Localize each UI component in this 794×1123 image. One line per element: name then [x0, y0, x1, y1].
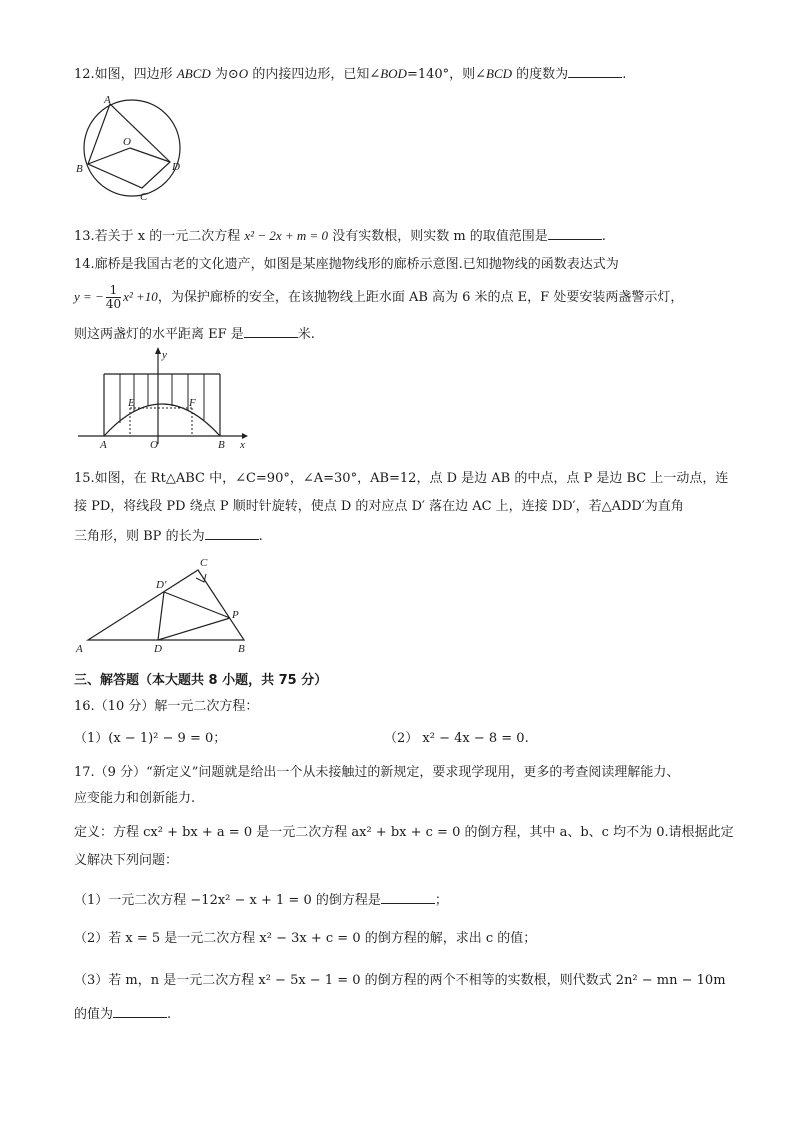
- q15-period: .: [258, 529, 263, 544]
- label-d: D: [154, 643, 162, 655]
- q14-y-post: x² +10: [123, 289, 158, 304]
- y-axis-arrow: [155, 347, 161, 354]
- q17-part1-pre: （1）一元二次方程 −12x² − x + 1 = 0 的倒方程是: [74, 893, 381, 908]
- q17-part3-answer-blank[interactable]: [113, 1004, 167, 1018]
- q14-line3: [74, 324, 315, 344]
- q13-equation: x² − 2x + m = 0: [244, 228, 329, 243]
- q14-line2: [74, 280, 683, 315]
- q12-circle-figure: [72, 92, 192, 204]
- q17-line1: 17.（9 分）“新定义”问题就是给出一个从未接触过的新规定，要求现学现用，更多的考查阅读理解能力、: [74, 765, 680, 780]
- label-f: F: [189, 397, 196, 409]
- label-c: C: [140, 191, 148, 203]
- q17-part3-pre: 的值为: [74, 1007, 114, 1022]
- label-o: O: [150, 439, 158, 450]
- label-b: B: [238, 643, 245, 655]
- section-3-title: 三、解答题（本大题共 8 小题，共 75 分）: [74, 673, 328, 688]
- q12-bcd: BCD: [486, 66, 513, 81]
- q14-line3-end: 米.: [297, 327, 315, 342]
- q12-period: .: [622, 67, 627, 82]
- q12-line: [74, 64, 626, 84]
- segment-dp: [158, 618, 230, 640]
- q15-triangle-figure: [72, 556, 262, 656]
- q15-line2: 接 PD，将线段 PD 绕点 P 顺时针旋转，使点 D 的对应点 D′ 落在边 AC 上，连接 DD′，若△ADD′为直角: [74, 499, 684, 514]
- q17-part1-end: ；: [434, 893, 448, 908]
- q16-part1: （1）(x − 1)² − 9 = 0；: [74, 731, 227, 746]
- segment-ob: [88, 148, 130, 164]
- q16-title: 16.（10 分）解一元二次方程：: [74, 699, 259, 714]
- q17-def1: 定义：方程 cx² + bx + a = 0 是一元二次方程 ax² + bx + c = 0 的倒方程，其中 a、b、c 均不为 0.请根据此定: [74, 825, 734, 840]
- q12-abcd: ABCD: [176, 66, 211, 81]
- q13-text-pre: 13.若关于 x 的一元二次方程: [74, 229, 245, 244]
- q15-line3: [74, 526, 263, 546]
- q12-text-mid2: 的内接四边形，已知∠: [248, 67, 381, 82]
- q14-line1: 14.廊桥是我国古老的文化遗产，如图是某座抛物线形的廊桥示意图.已知抛物线的函数表达式为: [74, 257, 619, 272]
- q17-period: .: [167, 1007, 172, 1022]
- q12-bod: BOD: [380, 66, 407, 81]
- q12-text-mid1: 为⊙: [210, 67, 239, 82]
- q14-bridge-figure: [72, 344, 252, 450]
- label-a: A: [76, 643, 83, 655]
- q13-line: [74, 226, 606, 246]
- q13-period: .: [601, 229, 606, 244]
- label-e: E: [128, 397, 135, 409]
- q14-line2-rest: ，为保护廊桥的安全，在该抛物线上距水面 AB 高为 6 米的点 E，F 处要安装两盏警示灯，: [157, 290, 684, 305]
- label-a: A: [104, 94, 111, 106]
- q17-part3-cont: [74, 1004, 171, 1024]
- q14-line3-pre: 则这两盏灯的水平距离 EF 是: [74, 327, 244, 342]
- q14-y-pre: y = −: [74, 289, 104, 304]
- label-c: C: [200, 557, 208, 569]
- label-b: B: [218, 439, 225, 450]
- label-o: O: [123, 136, 131, 148]
- circle-o: [84, 100, 180, 196]
- q12-text-end: 的度数为: [512, 67, 569, 82]
- segment-dd-prime: [158, 592, 164, 640]
- q14-frac-den: 40: [105, 297, 122, 311]
- segment-od: [130, 148, 170, 162]
- q17-part1-answer-blank[interactable]: [381, 890, 435, 904]
- label-p: P: [232, 609, 239, 621]
- q15-line1: 15.如图，在 Rt△ABC 中，∠C=90°，∠A=30°，AB=12，点 D 是边 AB 的中点，点 P 是边 BC 上一动点，连: [74, 471, 729, 486]
- q17-def2: 义解决下列问题：: [74, 853, 179, 868]
- q17-line2: 应变能力和创新能力.: [74, 791, 196, 806]
- q16-part2: （2） x² − 4x − 8 = 0.: [384, 731, 529, 746]
- q12-answer-blank[interactable]: [568, 64, 622, 78]
- q12-text-pre: 12.如图，四边形: [74, 67, 177, 82]
- q15-line3-pre: 三角形，则 BP 的长为: [74, 529, 205, 544]
- label-x: x: [240, 439, 245, 450]
- q12-text-mid3: =140°，则∠: [406, 67, 487, 82]
- q14-answer-blank[interactable]: [244, 324, 298, 338]
- parabola-arch: [104, 404, 220, 436]
- label-d-prime: D′: [156, 579, 167, 591]
- q14-fraction: [106, 284, 121, 311]
- label-a: A: [100, 439, 107, 450]
- q15-answer-blank[interactable]: [205, 526, 259, 540]
- q17-part2: （2）若 x = 5 是一元二次方程 x² − 3x + c = 0 的倒方程的解，求出 c 的值；: [74, 931, 537, 946]
- q17-part1: [74, 890, 448, 910]
- q12-o: O: [238, 66, 249, 81]
- q14-frac-num: 1: [106, 284, 121, 298]
- q17-part3: （3）若 m，n 是一元二次方程 x² − 5x − 1 = 0 的倒方程的两个不相等的实数根，则代数式 2n² − mn − 10m: [74, 973, 726, 988]
- q13-answer-blank[interactable]: [548, 226, 602, 240]
- q13-text-end: 没有实数根，则实数 m 的取值范围是: [328, 229, 548, 244]
- segment-d-prime-p: [164, 592, 230, 618]
- label-d: D: [172, 161, 180, 173]
- label-b: B: [76, 163, 83, 175]
- label-y: y: [162, 349, 167, 361]
